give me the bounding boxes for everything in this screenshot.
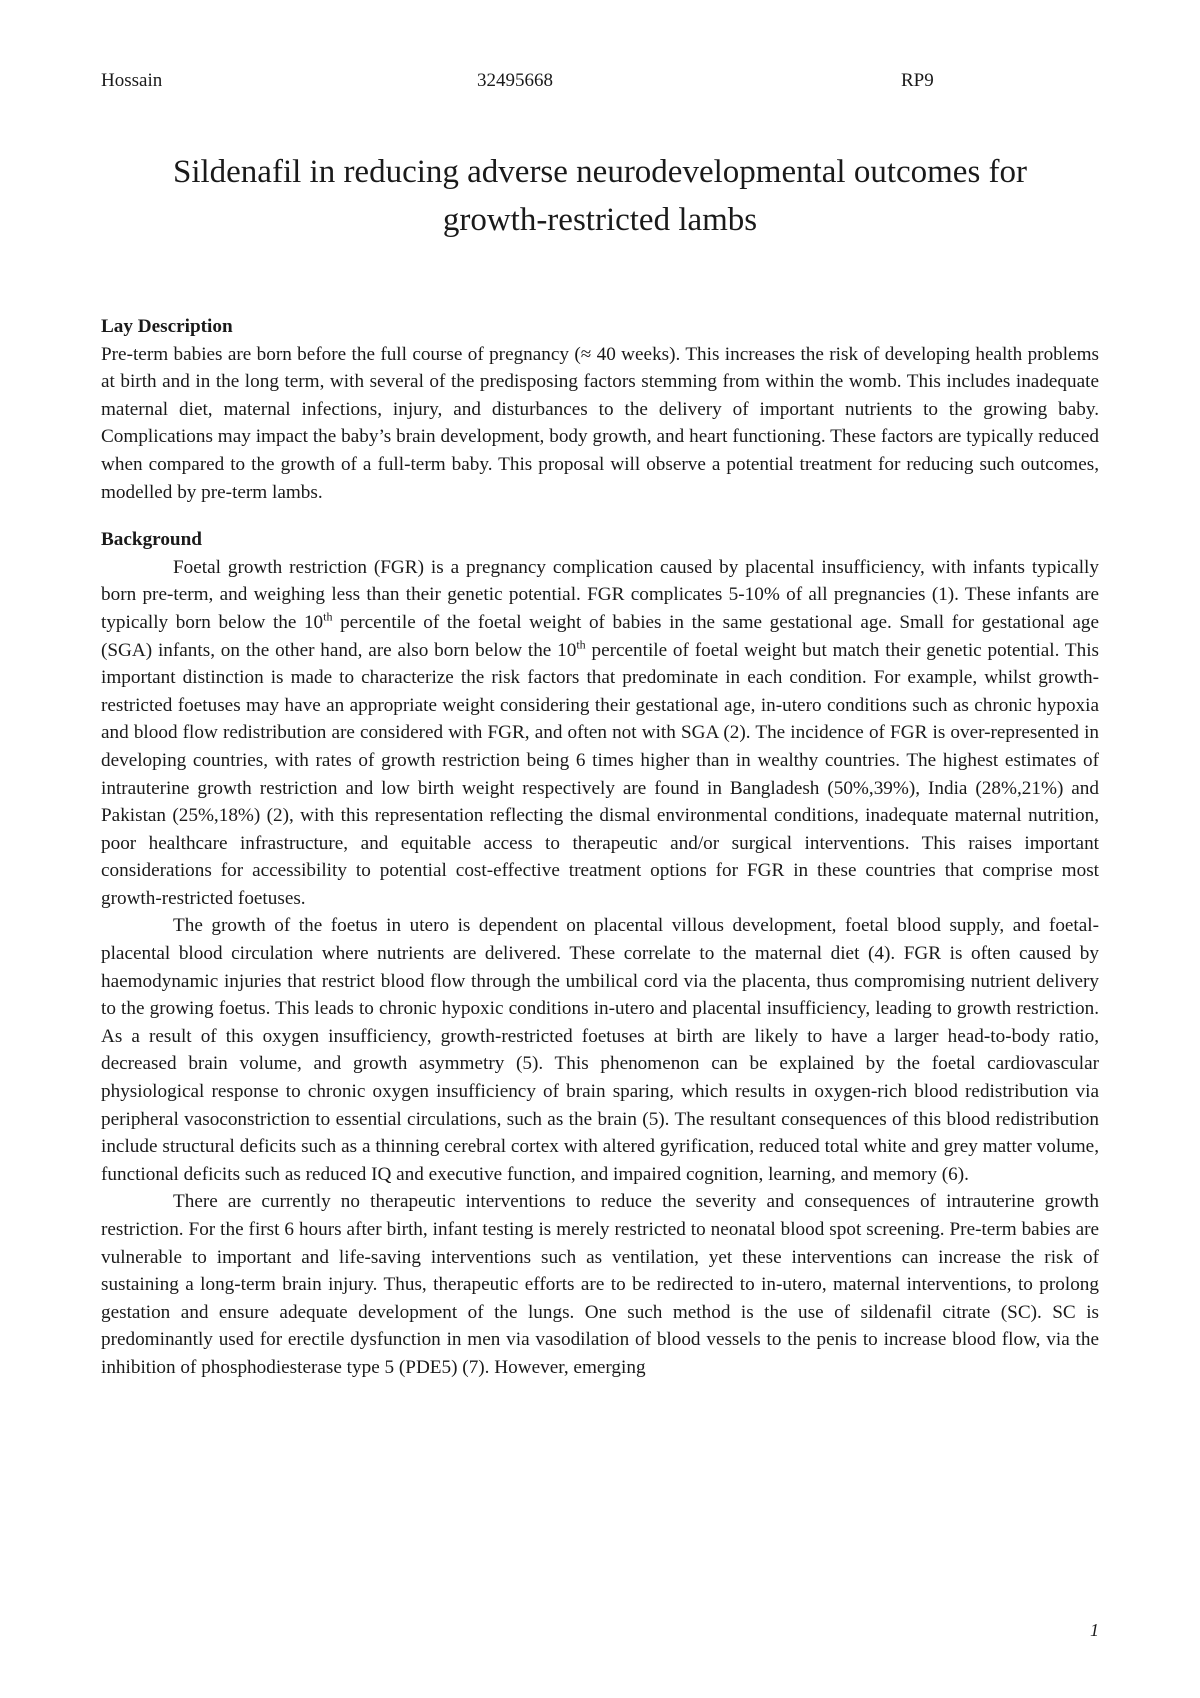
background-heading: Background: [101, 529, 202, 551]
background-paragraph-3: There are currently no therapeutic interventions to reduce the severity and consequences of intrauterine growth restriction. For the first 6 hours after birth, infant testing is merely restricted to neonatal blood spot screening. Pre-term babies are vulnerable to important and life-saving interventions such as ventilation, yet these interventions can increase the risk of sustaining a long-term brain injury. Thus, therapeutic efforts are to be redirected to in-utero, maternal interventions, to prolong gestation and ensure adequate development of the lungs. One such method is the use of sildenafil citrate (SC). SC is predominantly used for erectile dysfunction in men via vasodilation of blood vessels to the penis to increase blood flow, via the inhibition of phosphodiesterase type 5 (PDE5) (7). However, emerging: [101, 1191, 1099, 1378]
document-body: [101, 313, 1099, 1382]
superscript-th-1: th: [323, 609, 333, 624]
title-line-2: growth-restricted lambs: [442, 202, 758, 238]
page-number: 1: [1090, 1620, 1099, 1640]
superscript-th-2: th: [576, 637, 586, 652]
page-header: [101, 70, 1099, 100]
header-student-id: 32495668: [477, 70, 553, 91]
background-section: [101, 526, 1099, 1381]
background-paragraph-2: The growth of the foetus in utero is dependent on placental villous development, foetal blood supply, and foetal-placental blood circulation where nutrients are delivered. These correlate to the maternal diet (4). FGR is often caused by haemodynamic injuries that restrict blood flow through the umbilical cord via the placenta, thus compromising nutrient delivery to the growing foetus. This leads to chronic hypoxic conditions in-utero and placental insufficiency, leading to growth restriction. As a result of this oxygen insufficiency, growth-restricted foetuses at birth are likely to have a larger head-to-body ratio, decreased brain volume, and growth asymmetry (5). This phenomenon can be explained by the foetal cardiovascular physiological response to chronic oxygen insufficiency of brain sparing, which results in oxygen-rich blood redistribution via peripheral vasoconstriction to essential circulations, such as the brain (5). The resultant consequences of this blood redistribution include structural deficits such as a thinning cerebral cortex with altered gyrification, reduced total white and grey matter volume, functional deficits such as reduced IQ and executive function, and impaired cognition, learning, and memory (6).: [101, 915, 1099, 1185]
lay-description-text: Pre-term babies are born before the full course of pregnancy (≈ 40 weeks). This increases the risk of developing health problems at birth and in the long term, with several of the predisposing factors stemming from within the womb. This includes inadequate maternal diet, maternal infections, injury, and disturbances to the delivery of important nutrients to the growing baby. Complications may impact the baby’s brain development, body growth, and heart functioning. These factors are typically reduced when compared to the growth of a full-term baby. This proposal will observe a potential treatment for reducing such outcomes, modelled by pre-term lambs.: [101, 343, 1099, 503]
background-p1-part-c: percentile of foetal weight but match their genetic potential. This important distinction is made to characterize the risk factors that predominate in each condition. For example, whilst growth-restricted foetuses may have an appropriate weight considering their gestational age, in-utero conditions such as chronic hypoxia and blood flow redistribution are considered with FGR, and often not with SGA (2). The incidence of FGR is over-represented in developing countries, with rates of growth restriction being 6 times higher than in wealthy countries. The highest estimates of intrauterine growth restriction and low birth weight respectively are found in Bangladesh (50%,39%), India (28%,21%) and Pakistan (25%,18%) (2), with this representation reflecting the dismal environmental conditions, inadequate maternal nutrition, poor healthcare infrastructure, and equitable access to therapeutic and/or surgical interventions. This raises important considerations for accessibility to potential cost-effective treatment options for FGR in these countries that comprise most growth-restricted foetuses.: [101, 639, 1099, 909]
header-author: Hossain: [101, 70, 163, 91]
title-line-1: Sildenafil in reducing adverse neurodevelopmental outcomes for: [172, 154, 1028, 190]
background-p1-part-b: percentile of the foetal weight of babies in the same gestational age. Small for gestational age (SGA) infants, on the other hand, are also born below the 10: [101, 611, 1099, 661]
lay-description-heading: Lay Description: [101, 316, 233, 337]
background-p1-part-a: Foetal growth restriction (FGR) is a pregnancy complication caused by placental insufficiency, with infants typically born pre-term, and weighing less than their genetic potential. FGR complicates 5-10% of all pregnancies (1). These infants are typically born below the 10: [101, 556, 1099, 633]
background-paragraph-1: [101, 554, 1099, 913]
lay-description-section: [101, 313, 1099, 506]
document-title: [101, 148, 1099, 244]
header-code: RP9: [901, 70, 934, 91]
